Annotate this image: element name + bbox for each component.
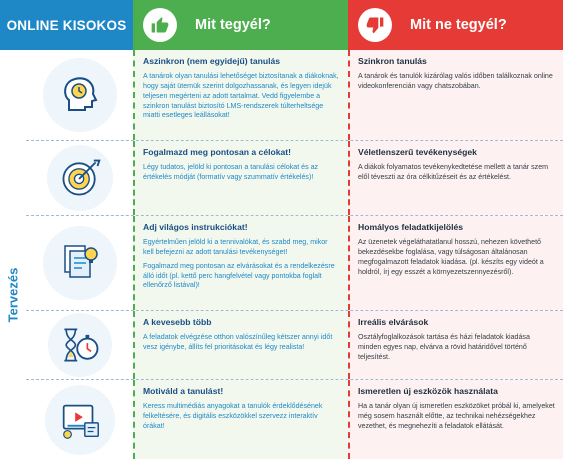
dont-cell (348, 50, 563, 140)
thumbs-down-icon (358, 8, 392, 42)
dont-cell (348, 380, 563, 459)
thumbs-up-icon (143, 8, 177, 42)
do-cell (133, 50, 348, 140)
target-icon (47, 145, 113, 211)
dont-text: A diákok folyamatos tevékenykedtetése mellett a tanár szem elől téveszti az óra célkitűzéseit és az értékelést. (358, 163, 549, 182)
dont-title: Irreális elvárások (358, 317, 429, 327)
do-column-header (133, 0, 348, 50)
row-less-is-more (26, 311, 563, 379)
dont-text: Az üzenetek végeláthatatlanul hosszú, nehezen követhető bekezdésekbe foglalása, vagy túlságosan általánosan megfogalmazott feladatok kiadása. (pl. készíts egy videót a holdról, írj egy esszét a környezetszennyezésről). (358, 238, 544, 276)
dont-text: Osztályfoglalkozások tartása és házi feladatok kiadása minden egyes nap, elvárva a rövid határidővel történő teljesítést. (358, 333, 530, 361)
do-cell (133, 311, 348, 379)
do-text: Keress multimédiás anyagokat a tanulók érdeklődésének felkeltésére, és digitális eszközökkel szervezz interaktív órákat! (143, 402, 323, 430)
dont-column-header (348, 0, 563, 50)
side-bar (0, 50, 26, 459)
do-title: Motiváld a tanulást! (143, 386, 224, 396)
row-motivation (26, 380, 563, 459)
do-text: Egyértelműen jelöld ki a tennivalókat, és szabd meg, mikor kell befejezni az adott tanulási tevékenységet! (143, 238, 328, 257)
head-clock-icon (43, 58, 117, 132)
do-header-label: Mit tegyél? (195, 17, 271, 33)
do-title: A kevesebb több (143, 317, 212, 327)
page-title: ONLINE KISOKOS (0, 0, 133, 50)
dont-header-label: Mit ne tegyél? (410, 17, 507, 33)
side-label: Tervezés (5, 267, 21, 323)
do-text: A tanárok olyan tanulási lehetőséget biztosítanak a diákoknak, hogy saját ütemük szerint dolgozhassanak, és legyen idejük teljesen megérteni az adott tartalmat. Vedd figyelembe a szinkron tanulást biztosító LMS-rendszerek túlterheltsége miatti esetleges leállásokat! (143, 72, 339, 120)
dont-title: Szinkron tanulás (358, 56, 427, 66)
dont-title: Homályos feladatkijelölés (358, 222, 464, 232)
row-asynchronous (26, 50, 563, 140)
row-goals (26, 141, 563, 215)
hourglass-stopwatch-icon (48, 313, 112, 377)
do-title: Adj világos instrukciókat! (143, 222, 248, 232)
dont-cell (348, 311, 563, 379)
do-cell (133, 380, 348, 459)
do-title: Aszinkron (nem egyidejű) tanulás (143, 56, 281, 66)
dont-cell (348, 141, 563, 215)
do-text: Légy tudatos, jelöld ki pontosan a tanulási célokat és az értékelés módját (formatív vagy szummatív értékelés)! (143, 163, 319, 182)
do-cell (133, 141, 348, 215)
do-text: A feladatok elvégzése otthon valószínűleg kétszer annyi időt vesz igénybe, állíts fel prioritásokat és légy realista! (143, 333, 333, 352)
dont-text: A tanárok és tanulók kizárólag valós időben találkoznak online videokonferencián vagy chatszobában. (358, 72, 553, 91)
dont-title: Ismeretlen új eszközök használata (358, 386, 498, 396)
do-cell (133, 216, 348, 310)
multimedia-screen-icon (45, 385, 115, 455)
do-title: Fogalmazd meg pontosan a célokat! (143, 147, 292, 157)
dont-title: Véletlenszerű tevékenységek (358, 147, 477, 157)
dont-text: Ha a tanár olyan új ismeretlen eszközöket próbál ki, amelyeket még sosem használt előtte, az technikai nehézségekhez vezethet, és megnehezíti a feladatok ellátását. (358, 402, 555, 430)
do-text: Fogalmazd meg pontosan az elvárásokat és a rendelkezésre álló időt (pl. kettő perc hangfelvétel vagy pontokba foglalt ellenőrző listával)! (143, 261, 335, 290)
header (0, 0, 563, 50)
row-instructions (26, 216, 563, 310)
documents-bulb-icon (43, 226, 117, 300)
dont-cell (348, 216, 563, 310)
